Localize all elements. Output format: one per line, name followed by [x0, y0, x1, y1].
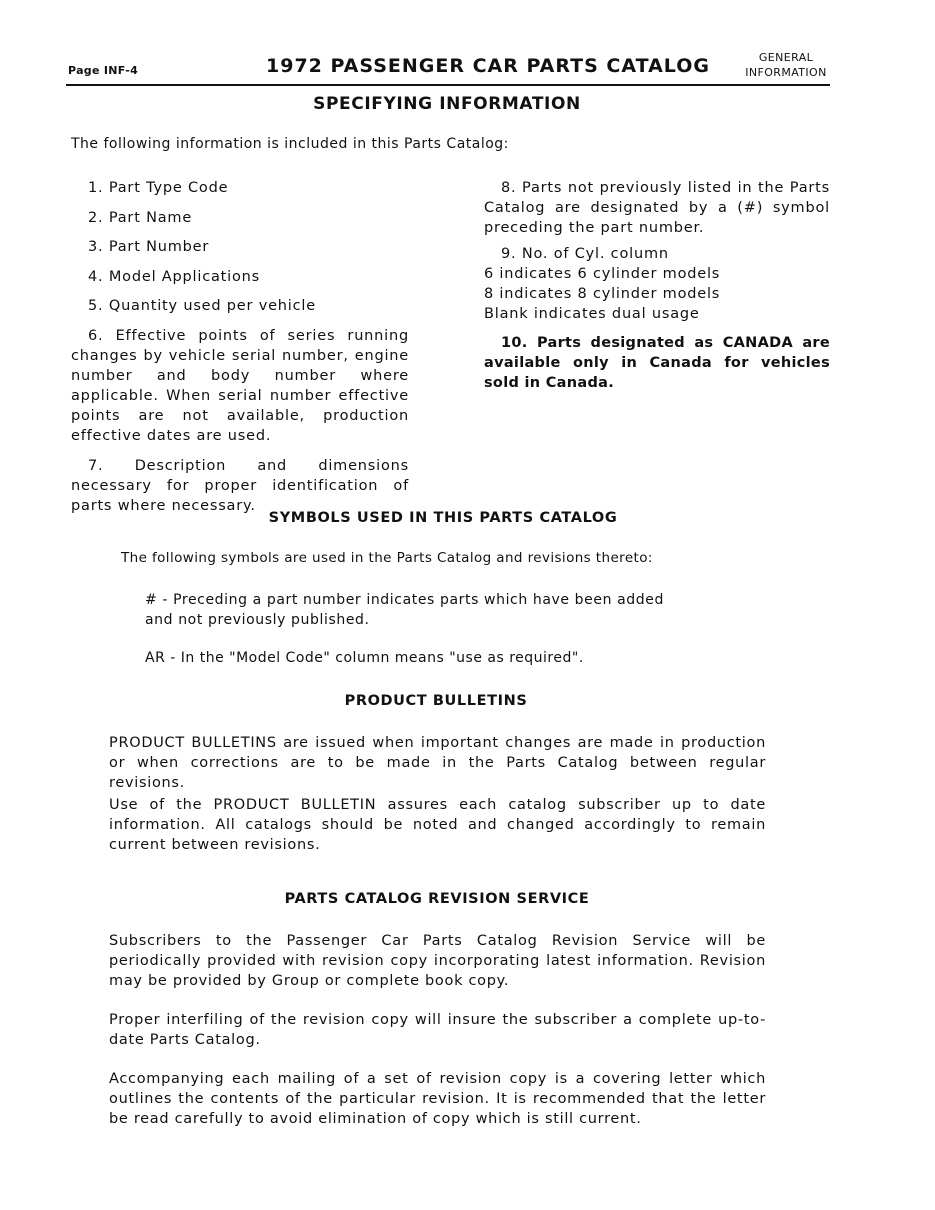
- item-number: 8.: [501, 180, 517, 196]
- list-item: [484, 178, 830, 238]
- symbols-title: SYMBOLS USED IN THIS PARTS CATALOG: [268, 510, 618, 526]
- list-item: [71, 456, 409, 516]
- item-text: Effective points of series running changes by vehicle serial number, engine number and body number where applicable. When serial number effective points are not available, production effective dates are used.: [71, 327, 409, 444]
- specifying-intro: The following information is included in this Parts Catalog:: [71, 136, 509, 152]
- item-text: Part Name: [108, 209, 193, 226]
- bulletins-title: PRODUCT BULLETINS: [344, 693, 528, 709]
- page-label: Page INF-4: [68, 64, 139, 77]
- section-label-line1: GENERAL: [758, 51, 814, 64]
- item-number: 3.: [88, 239, 104, 256]
- item-text: Part Number: [108, 239, 210, 256]
- header-rule: [66, 84, 830, 86]
- cyl-line: Blank indicates dual usage: [484, 306, 700, 322]
- list-item: [71, 296, 409, 316]
- item-text: Model Applications: [108, 268, 260, 285]
- revision-para-2: Proper interfiling of the revision copy will insure the subscriber a complete up-to-date Parts Catalog.: [109, 1012, 766, 1048]
- item-number: 2.: [88, 209, 104, 226]
- spec-list-left: [71, 178, 409, 525]
- hash-symbol-icon: #: [145, 592, 158, 608]
- item-number: 10.: [501, 335, 528, 351]
- item-text: Description and dimensions necessary for proper identification of parts where necessary.: [71, 457, 409, 514]
- hash-symbol-desc: [145, 590, 665, 630]
- hash-symbol-text: - Preceding a part number indicates parts which have been added and not previously published.: [145, 592, 664, 628]
- bulletins-para-2: Use of the PRODUCT BULLETIN assures each catalog subscriber up to date information. All catalogs should be noted and changed accordingly to remain current between revisions.: [109, 797, 766, 853]
- item-number: 7.: [88, 457, 104, 474]
- revision-para-1: Subscribers to the Passenger Car Parts Catalog Revision Service will be periodically provided with revision copy incorporating latest information. Revision may be provided by Group or complete book copy.: [109, 933, 766, 989]
- item-number: 9.: [501, 246, 517, 262]
- item-text: No. of Cyl. column: [521, 246, 669, 262]
- item-text: Parts not previously listed in the Parts Catalog are designated by a (#) symbol preceding the part number.: [484, 180, 830, 236]
- cyl-line: 6 indicates 6 cylinder models: [484, 266, 721, 282]
- list-item: [71, 178, 409, 198]
- canada-note: [484, 333, 830, 393]
- section-label-line2: INFORMATION: [745, 66, 827, 79]
- item-number: 4.: [88, 268, 104, 285]
- list-item: [71, 237, 409, 257]
- item-text: Parts designated as CANADA are available only in Canada for vehicles sold in Canada.: [484, 335, 830, 391]
- item-text: Part Type Code: [108, 180, 229, 196]
- list-item: [484, 244, 830, 264]
- item-number: 5.: [88, 298, 104, 315]
- bulletins-para-1: PRODUCT BULLETINS are issued when important changes are made in production or when corrections are to be made in the Parts Catalog between regular revisions.: [109, 735, 766, 791]
- cyl-line: 8 indicates 8 cylinder models: [484, 286, 721, 302]
- list-item: [71, 208, 409, 228]
- revision-para-3: Accompanying each mailing of a set of revision copy is a covering letter which outlines the contents of the particular revision. It is recommended that the letter be read carefully to avoid elimination of copy which is still current.: [109, 1071, 766, 1127]
- item-number: 6.: [88, 327, 104, 344]
- item-number: 1.: [88, 180, 104, 196]
- spec-list-right: [484, 178, 830, 393]
- symbols-intro: The following symbols are used in the Parts Catalog and revisions thereto:: [121, 550, 653, 566]
- catalog-title: 1972 PASSENGER CAR PARTS CATALOG: [266, 55, 710, 77]
- revision-title: PARTS CATALOG REVISION SERVICE: [284, 891, 590, 907]
- list-item: [71, 326, 409, 446]
- list-item: [71, 267, 409, 287]
- item-text: Quantity used per vehicle: [108, 298, 316, 315]
- section-label: [741, 50, 831, 80]
- ar-symbol-desc: AR - In the "Model Code" column means "use as required".: [145, 650, 584, 666]
- specifying-title: SPECIFYING INFORMATION: [313, 94, 581, 114]
